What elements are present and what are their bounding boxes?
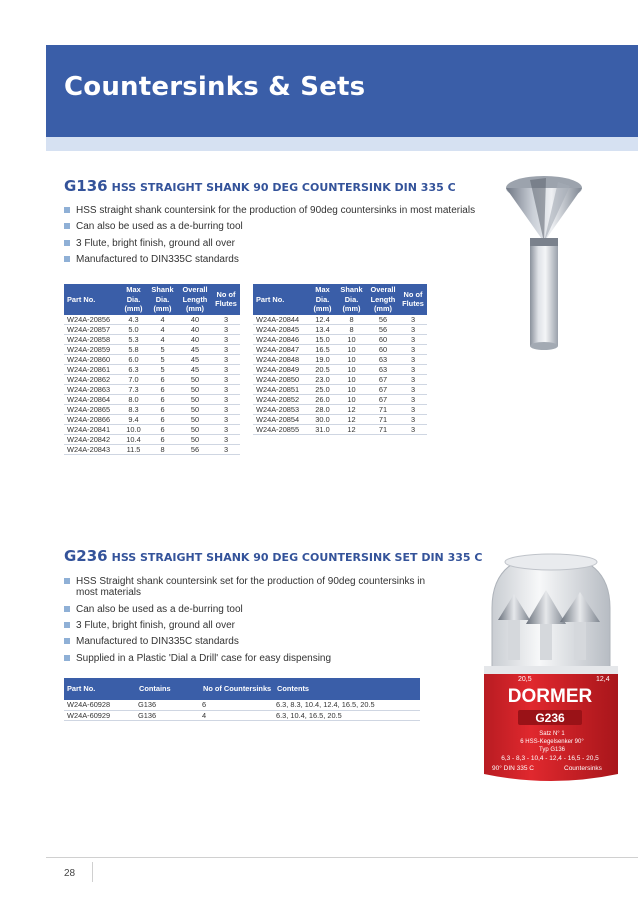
table-cell: 3 [399, 345, 427, 355]
bullet-square-icon [64, 207, 70, 213]
table-cell: W24A-20861 [64, 365, 120, 375]
table-cell: 60 [367, 335, 399, 345]
feature-item: Can also be used as a de-burring tool [64, 604, 434, 615]
table-row [253, 415, 427, 425]
col-overall-length: Overall Length (mm) [367, 284, 399, 315]
table-cell: W24A-20855 [253, 425, 309, 435]
table-cell: 23.0 [309, 375, 336, 385]
feature-list-g236 [64, 576, 434, 669]
table-cell: W24A-20846 [253, 335, 309, 345]
col-max-dia: Max Dia. (mm) [309, 284, 336, 315]
table-cell: 6.3 [120, 365, 147, 375]
col-part-no: Part No. [64, 678, 136, 700]
table-cell: 10 [336, 375, 367, 385]
table-cell: 10.0 [120, 425, 147, 435]
package-text: Satz N° 1 [539, 731, 565, 737]
table-row [64, 710, 420, 720]
table-cell: 67 [367, 395, 399, 405]
section-title-g236 [64, 546, 482, 565]
table-cell: 3 [399, 405, 427, 415]
table-row [253, 365, 427, 375]
table-cell: W24A-20843 [64, 445, 120, 455]
table-cell: 3 [212, 315, 240, 325]
table-cell: 56 [178, 445, 212, 455]
table-cell: 6 [147, 415, 178, 425]
dial-label: 20,5 [518, 676, 532, 683]
feature-list-g136 [64, 205, 484, 271]
feature-item: 3 Flute, bright finish, ground all over [64, 238, 484, 249]
table-cell: 3 [212, 425, 240, 435]
feature-item: HSS straight shank countersink for the production of 90deg countersinks in most materials [64, 205, 484, 216]
col-flutes: No of Flutes [399, 284, 427, 315]
set-table [64, 678, 420, 721]
table-cell: W24A-60928 [64, 700, 136, 710]
table-row [253, 335, 427, 345]
table-cell: 4 [200, 710, 274, 720]
table-row [64, 345, 240, 355]
table-cell: 50 [178, 405, 212, 415]
table-cell: 6 [147, 435, 178, 445]
table-cell: 8.0 [120, 395, 147, 405]
table-cell: W24A-20859 [64, 345, 120, 355]
table-cell: 4 [147, 325, 178, 335]
table-cell: 3 [399, 335, 427, 345]
table-cell: 6 [147, 395, 178, 405]
table-cell: W24A-20866 [64, 415, 120, 425]
table-cell: 56 [367, 315, 399, 325]
table-cell: W24A-20844 [253, 315, 309, 325]
table-cell: 8 [336, 325, 367, 335]
col-part-no: Part No. [253, 284, 309, 315]
table-row [253, 325, 427, 335]
package-text: Countersinks [564, 765, 602, 772]
table-cell: 25.0 [309, 385, 336, 395]
table-cell: 11.5 [120, 445, 147, 455]
table-cell: 3 [212, 325, 240, 335]
table-row [64, 435, 240, 445]
table-cell: W24A-20862 [64, 375, 120, 385]
table-cell: W24A-20847 [253, 345, 309, 355]
table-cell: 3 [399, 425, 427, 435]
table-cell: 20.5 [309, 365, 336, 375]
table-row [64, 355, 240, 365]
bullet-square-icon [64, 655, 70, 661]
table-cell: 56 [367, 325, 399, 335]
table-row [64, 700, 420, 710]
bullet-square-icon [64, 606, 70, 612]
table-cell: 10.4 [120, 435, 147, 445]
table-cell: 3 [212, 355, 240, 365]
package-text: Typ G136 [538, 747, 566, 753]
package-text: 6 HSS-Kegelsenker 90° [520, 739, 584, 745]
table-cell: 40 [178, 335, 212, 345]
table-cell: 5 [147, 355, 178, 365]
feature-item: HSS Straight shank countersink set for the production of 90deg countersinks in most materials [64, 576, 434, 598]
table-cell: 4 [147, 315, 178, 325]
table-cell: W24A-20858 [64, 335, 120, 345]
table-cell: 40 [178, 325, 212, 335]
countersink-set-case-image [478, 550, 623, 790]
table-cell: 7.0 [120, 375, 147, 385]
bullet-square-icon [64, 622, 70, 628]
table-row [64, 325, 240, 335]
bullet-square-icon [64, 578, 70, 584]
footer-divider [46, 857, 638, 858]
product-title: HSS STRAIGHT SHANK 90 DEG COUNTERSINK DIN 335 C [111, 181, 456, 194]
table-cell: 10 [336, 365, 367, 375]
table-cell: 5.0 [120, 325, 147, 335]
table-cell: 6.3, 10.4, 16.5, 20.5 [274, 710, 420, 720]
table-cell: W24A-20865 [64, 405, 120, 415]
table-cell: 3 [399, 395, 427, 405]
feature-item: 3 Flute, bright finish, ground all over [64, 620, 434, 631]
col-overall-length: Overall Length (mm) [178, 284, 212, 315]
col-shank-dia: Shank Dia. (mm) [147, 284, 178, 315]
table-row [64, 375, 240, 385]
table-cell: 8 [147, 445, 178, 455]
table-cell: 67 [367, 375, 399, 385]
table-cell: 9.4 [120, 415, 147, 425]
table-cell: W24A-60929 [64, 710, 136, 720]
col-contents: Contents [274, 678, 420, 700]
table-cell: W24A-20841 [64, 425, 120, 435]
table-row [253, 375, 427, 385]
table-cell: G136 [136, 710, 200, 720]
table-cell: W24A-20854 [253, 415, 309, 425]
table-cell: 63 [367, 365, 399, 375]
table-cell: 28.0 [309, 405, 336, 415]
table-cell: 67 [367, 385, 399, 395]
table-cell: 10 [336, 385, 367, 395]
feature-item: Manufactured to DIN335C standards [64, 254, 484, 265]
col-max-dia: Max Dia. (mm) [120, 284, 147, 315]
table-cell: 6 [147, 375, 178, 385]
table-cell: 19.0 [309, 355, 336, 365]
table-cell: 13.4 [309, 325, 336, 335]
table-cell: 12 [336, 415, 367, 425]
table-row [64, 425, 240, 435]
table-cell: 5.8 [120, 345, 147, 355]
table-cell: W24A-20850 [253, 375, 309, 385]
col-contains: Contains [136, 678, 200, 700]
table-cell: 4 [147, 335, 178, 345]
table-cell: 3 [212, 395, 240, 405]
table-cell: 3 [399, 365, 427, 375]
table-cell: 45 [178, 355, 212, 365]
table-row [64, 385, 240, 395]
table-row [64, 415, 240, 425]
table-row [64, 335, 240, 345]
spec-table-left [64, 284, 240, 455]
bullet-square-icon [64, 256, 70, 262]
table-cell: 8.3 [120, 405, 147, 415]
table-cell: 3 [212, 335, 240, 345]
product-code: G236 [64, 547, 108, 565]
page-title: Countersinks & Sets [64, 72, 366, 102]
table-cell: 8 [336, 315, 367, 325]
brand-logo-text: DORMER [507, 686, 593, 707]
product-code: G136 [64, 177, 108, 195]
table-row [64, 315, 240, 325]
feature-item: Manufactured to DIN335C standards [64, 636, 434, 647]
table-row [253, 315, 427, 325]
table-cell: 31.0 [309, 425, 336, 435]
package-text: 90° DIN 335 C [492, 765, 534, 772]
table-cell: W24A-20853 [253, 405, 309, 415]
table-cell: 15.0 [309, 335, 336, 345]
table-cell: W24A-20852 [253, 395, 309, 405]
table-cell: 3 [212, 345, 240, 355]
bullet-square-icon [64, 638, 70, 644]
table-cell: 63 [367, 355, 399, 365]
col-part-no: Part No. [64, 284, 120, 315]
table-cell: 3 [212, 405, 240, 415]
table-cell: 3 [212, 385, 240, 395]
package-text: 6,3 - 8,3 - 10,4 - 12,4 - 16,5 - 20,5 [501, 755, 599, 762]
table-row [64, 365, 240, 375]
bullet-square-icon [64, 223, 70, 229]
table-cell: 12 [336, 425, 367, 435]
table-cell: 3 [399, 375, 427, 385]
table-cell: 71 [367, 405, 399, 415]
table-cell: 3 [212, 445, 240, 455]
table-row [64, 445, 240, 455]
table-cell: 30.0 [309, 415, 336, 425]
table-cell: 3 [212, 415, 240, 425]
table-header-row [253, 284, 427, 315]
table-cell: W24A-20857 [64, 325, 120, 335]
table-row [253, 405, 427, 415]
header-strip [46, 137, 638, 151]
table-cell: 10 [336, 355, 367, 365]
table-cell: 5 [147, 365, 178, 375]
table-cell: 45 [178, 365, 212, 375]
table-cell: 50 [178, 415, 212, 425]
table-cell: 3 [399, 355, 427, 365]
feature-item: Supplied in a Plastic 'Dial a Drill' case for easy dispensing [64, 653, 434, 664]
table-cell: 3 [399, 315, 427, 325]
table-cell: 10 [336, 335, 367, 345]
col-shank-dia: Shank Dia. (mm) [336, 284, 367, 315]
table-cell: 50 [178, 375, 212, 385]
table-cell: 3 [399, 415, 427, 425]
table-cell: W24A-20848 [253, 355, 309, 365]
table-row [64, 405, 240, 415]
table-cell: W24A-20864 [64, 395, 120, 405]
page-number: 28 [64, 868, 76, 879]
table-cell: 45 [178, 345, 212, 355]
col-no-countersinks: No of Countersinks [200, 678, 274, 700]
col-flutes: No of Flutes [212, 284, 240, 315]
table-header-row [64, 678, 420, 700]
dial-label: 12,4 [596, 676, 610, 683]
table-cell: 3 [212, 365, 240, 375]
table-cell: 12.4 [309, 315, 336, 325]
table-cell: 3 [399, 385, 427, 395]
table-cell: W24A-20863 [64, 385, 120, 395]
table-cell: 71 [367, 425, 399, 435]
table-row [253, 345, 427, 355]
product-title: HSS STRAIGHT SHANK 90 DEG COUNTERSINK SET DIN 335 C [111, 551, 483, 564]
table-header-row [64, 284, 240, 315]
table-cell: 6.3, 8.3, 10.4, 12.4, 16.5, 20.5 [274, 700, 420, 710]
table-cell: G136 [136, 700, 200, 710]
table-cell: 71 [367, 415, 399, 425]
table-cell: W24A-20860 [64, 355, 120, 365]
table-cell: 7.3 [120, 385, 147, 395]
table-cell: 10 [336, 345, 367, 355]
table-cell: W24A-20856 [64, 315, 120, 325]
bullet-square-icon [64, 240, 70, 246]
table-cell: 4.3 [120, 315, 147, 325]
table-cell: W24A-20851 [253, 385, 309, 395]
countersink-image [500, 160, 590, 360]
table-cell: 5.3 [120, 335, 147, 345]
table-row [253, 355, 427, 365]
table-cell: 6 [147, 385, 178, 395]
table-cell: 10 [336, 395, 367, 405]
table-cell: 6 [200, 700, 274, 710]
table-cell: 26.0 [309, 395, 336, 405]
table-cell: 50 [178, 395, 212, 405]
table-row [64, 395, 240, 405]
table-cell: 50 [178, 385, 212, 395]
table-row [253, 385, 427, 395]
table-cell: 6 [147, 405, 178, 415]
table-cell: W24A-20849 [253, 365, 309, 375]
feature-item: Can also be used as a de-burring tool [64, 221, 484, 232]
table-cell: 60 [367, 345, 399, 355]
spec-table-right [253, 284, 427, 435]
table-cell: 6 [147, 425, 178, 435]
table-cell: W24A-20842 [64, 435, 120, 445]
footer-tick [92, 862, 93, 882]
table-cell: 16.5 [309, 345, 336, 355]
package-code: G236 [535, 711, 565, 725]
table-cell: 5 [147, 345, 178, 355]
table-cell: 50 [178, 435, 212, 445]
table-cell: 3 [212, 375, 240, 385]
table-cell: 50 [178, 425, 212, 435]
section-title-g136 [64, 176, 456, 195]
table-cell: 12 [336, 405, 367, 415]
table-row [253, 395, 427, 405]
table-cell: 3 [399, 325, 427, 335]
table-cell: W24A-20845 [253, 325, 309, 335]
table-cell: 40 [178, 315, 212, 325]
table-cell: 6.0 [120, 355, 147, 365]
table-row [253, 425, 427, 435]
table-cell: 3 [212, 435, 240, 445]
